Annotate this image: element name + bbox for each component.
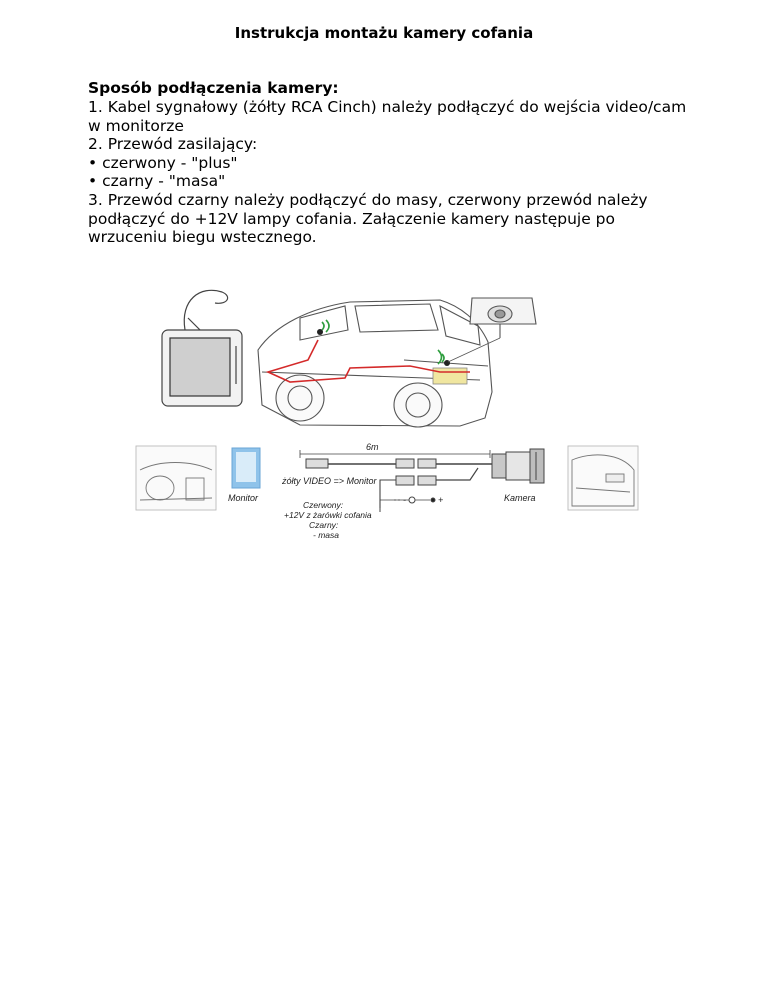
instruction-line: • czerwony - "plus" — [88, 153, 238, 172]
instruction-line: 2. Przewód zasilający: — [88, 135, 258, 154]
car-drawing — [258, 300, 492, 427]
license-plate — [433, 368, 467, 384]
instruction-line: • czarny - "masa" — [88, 172, 226, 191]
instruction-line: 1. Kabel sygnałowy (żółty RCA Cinch) należy podłączyć do wejścia video/cam — [88, 98, 687, 116]
black-wire-label: Czarny: — [309, 520, 339, 530]
instruction-line: podłączyć do +12V lampy cofania. Załączenie kamery następuje po — [88, 209, 615, 228]
monitor-drawing — [162, 290, 242, 406]
document-title: Instrukcja montażu kamery cofania — [234, 24, 534, 42]
instruction-line: 3. Przewód czarny należy podłączyć do masy, czerwony przewód należy — [88, 190, 648, 209]
plus-sign: + — [438, 495, 444, 505]
car-rear-thumbnail — [568, 446, 638, 510]
cable-length-label: 6m — [366, 442, 379, 452]
dashboard-thumbnail — [136, 446, 216, 510]
instruction-line: w monitorze — [88, 116, 184, 135]
minus-sign: - — [403, 495, 406, 505]
instruction-line: wrzuceniu biegu wstecznego. — [88, 228, 317, 247]
section-heading: Sposób podłączenia kamery: — [88, 79, 339, 97]
black-wire-label: - masa — [313, 530, 339, 540]
video-cable-label: żółty VIDEO => Monitor — [282, 476, 377, 486]
camera-label: Kamera — [504, 493, 536, 503]
red-wire-label: Czerwony: — [303, 500, 344, 510]
camera-point — [444, 360, 450, 366]
monitor-label: Monitor — [228, 493, 259, 503]
monitor-screen-thumbnail — [232, 448, 260, 488]
red-wire-label: +12V z żarówki cofania — [284, 510, 372, 520]
